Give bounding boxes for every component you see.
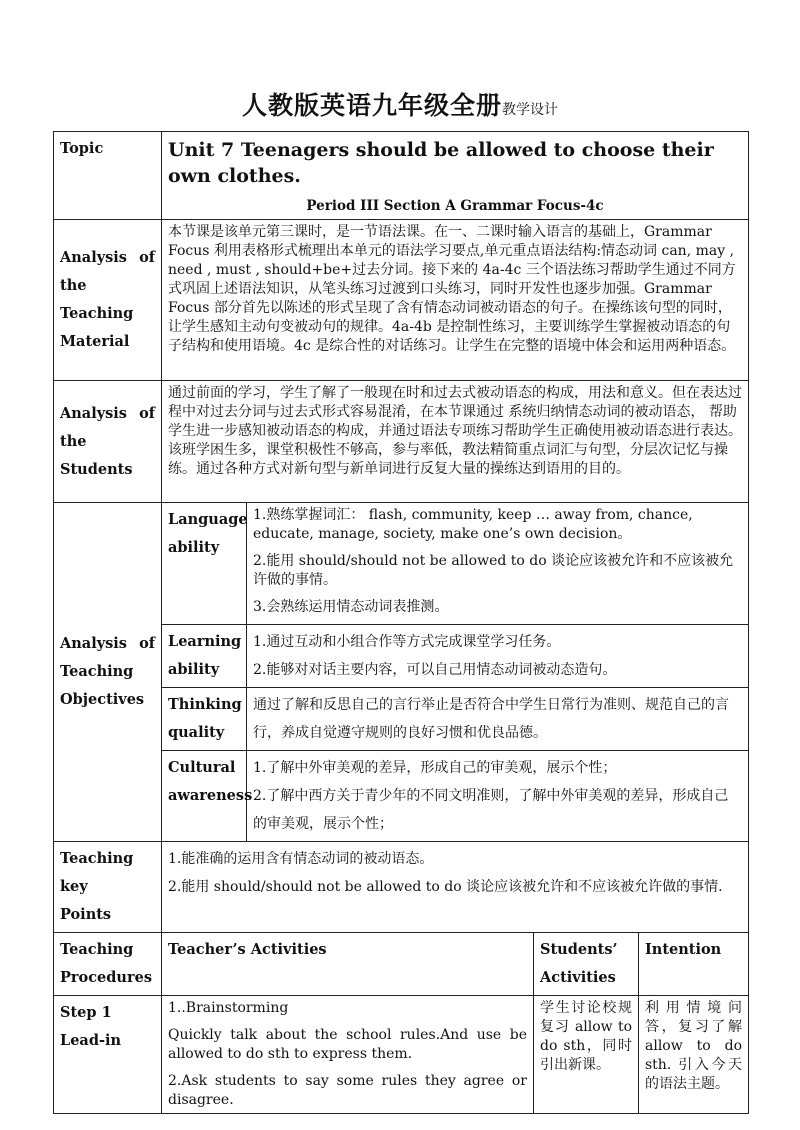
unit-title: Unit 7 Teenagers should be allowed to choose their own clothes.: [168, 139, 714, 187]
material-label-line: Analysis of: [60, 249, 155, 266]
students-activities-header-line: Students’: [540, 941, 618, 958]
learning-item: 2.能够对对话主要内容，可以自己用情态动词被动态造句。: [253, 662, 617, 678]
language-ability-label-line: ability: [168, 539, 220, 556]
procedures-header-row: [54, 933, 749, 996]
students-label-line: Analysis of: [60, 404, 155, 422]
key-points-label-line: Teaching key: [60, 850, 134, 895]
language-ability-label-line: Language: [168, 511, 248, 528]
procedures-label-line: Teaching: [60, 941, 134, 958]
thinking-quality-label-line: quality: [168, 724, 225, 741]
procedures-label: [54, 933, 162, 996]
key-points-content: [162, 842, 749, 933]
key-point-item: 2.能用 should/should not be allowed to do 谈论应该被允许和不应该被允许做的事情.: [168, 879, 723, 895]
students-text: 通过前面的学习，学生了解了一般现在时和过去式被动语态的构成，用法和意义。但在表达过程中对过去分词与过去式形式容易混淆，在本节课通过 系统归纳情态动词的被动语态， 帮助学生进一步感知被动语态的构成，并通过语法专项练习帮助学生正确使用被动语态进行表达。 该班学困生多，课堂积极性不够高，参与率低，教法精简重点词汇与句型，分层次记忆与操练。通过各种方式对新句型与新单词进行反复大量的操练达到语用的目的。: [162, 381, 749, 503]
objectives-label-line: Teaching: [60, 663, 134, 680]
cultural-item: 2.了解中西方关于青少年的不同文明准则，了解中外审美观的差异，形成自己的审美观，展示个性；: [253, 788, 729, 832]
learning-item: 1.通过互动和小组合作等方式完成课堂学习任务。: [253, 634, 561, 650]
cultural-awareness-content: [247, 751, 749, 842]
language-item: 2.能用 should/should not be allowed to do 谈论应该被允许和不应该被允许做的事情。: [253, 553, 734, 588]
key-points-label-line: Points: [60, 906, 112, 923]
material-label-line: the Teaching: [60, 277, 134, 322]
language-item: 1.熟练掌握词汇： flash, community, keep … away from, chance, educate, manage, society, make one’s own decision。: [253, 507, 693, 542]
topic-row: [54, 132, 749, 220]
step1-label-line: Lead-in: [60, 1032, 122, 1049]
language-ability-content: [247, 503, 749, 625]
students-label: [54, 381, 162, 503]
step1-teacher-item: 2.Ask students to say some rules they agree or disagree.: [168, 1073, 527, 1108]
objectives-label-line: Objectives: [60, 691, 145, 708]
thinking-quality-label-line: Thinking: [168, 696, 242, 713]
cultural-awareness-label-line: Cultural: [168, 759, 236, 776]
topic-label: Topic: [54, 132, 162, 220]
page-title-subtitle: 教学设计: [502, 102, 558, 118]
period-title: Period III Section A Grammar Focus-4c: [306, 198, 604, 214]
students-activities-header-line: Activities: [540, 969, 616, 986]
intention-header: Intention: [639, 933, 749, 996]
objectives-label: [54, 503, 162, 842]
topic-content: [162, 132, 749, 220]
step1-teacher-item: Quickly talk about the school rules.And use be allowed to do sth to express them.: [168, 1027, 527, 1062]
key-point-item: 1.能准确的运用含有情态动词的被动语态。: [168, 851, 434, 867]
page-title-main: 人教版英语九年级全册: [241, 91, 502, 120]
thinking-quality-label: [162, 688, 247, 751]
step1-row: [54, 996, 749, 1114]
lesson-plan-table: [53, 131, 749, 1114]
teacher-activities-header: Teacher’s Activities: [162, 933, 534, 996]
step1-students-content: 学生讨论校规复习 allow to do sth，同时引出新课。: [534, 996, 639, 1114]
step1-teacher-item: 1..Brainstorming: [168, 1000, 289, 1016]
procedures-label-line: Procedures: [60, 969, 152, 986]
material-text: 本节课是该单元第三课时，是一节语法课。在一、二课时输入语言的基础上，Grammar Focus 利用表格形式梳理出本单元的语法学习要点,单元重点语法结构:情态动词 can, may , need , must , should+be+过去分词。接下来的 4a-4c 三个语法练习帮助学生通过不同方式巩固上述语法知识，从笔头练习过渡到口头练习，同时开发性也逐步加强。Grammar Focus 部分首先以陈述的形式呈现了含有情态动词被动语态的句子。在操练该句型的同时，让学生感知主动句变被动句的规律。4a-4b 是控制性练习，主要训练学生掌握被动语态的句子结构和使用语境。4c 是综合性的对话练习。让学生在完整的语境中体会和运用两种语态。: [162, 220, 749, 381]
cultural-awareness-label-line: awareness: [168, 787, 253, 804]
key-points-label: [54, 842, 162, 933]
page-title: [0, 86, 800, 122]
material-row: [54, 220, 749, 381]
key-points-row: [54, 842, 749, 933]
objectives-label-line: Analysis of: [60, 635, 155, 652]
students-label-line: the Students: [60, 432, 133, 478]
step1-label-line: Step 1: [60, 1004, 112, 1021]
learning-ability-label: [162, 625, 247, 688]
step1-teacher-content: [162, 996, 534, 1114]
cultural-item: 1.了解中外审美观的差异，形成自己的审美观，展示个性；: [253, 760, 617, 776]
learning-ability-label-line: Learning: [168, 633, 242, 650]
material-label: [54, 220, 162, 381]
students-row: [54, 381, 749, 503]
step1-label: [54, 996, 162, 1114]
thinking-quality-content: 通过了解和反思自己的言行举止是否符合中学生日常行为准则、规范自己的言行，养成自觉遵守规则的良好习惯和优良品德。: [247, 688, 749, 751]
students-activities-header: [534, 933, 639, 996]
material-label-line: Material: [60, 333, 130, 350]
language-item: 3.会熟练运用情态动词表推测。: [253, 599, 449, 615]
objective-language-row: [54, 503, 749, 625]
learning-ability-label-line: ability: [168, 661, 220, 678]
step1-intention-content: 利用情境问答，复习了解 allow to do sth. 引入今天的语法主题。: [639, 996, 749, 1114]
cultural-awareness-label: [162, 751, 253, 842]
language-ability-label: [162, 503, 247, 625]
learning-ability-content: [247, 625, 749, 688]
